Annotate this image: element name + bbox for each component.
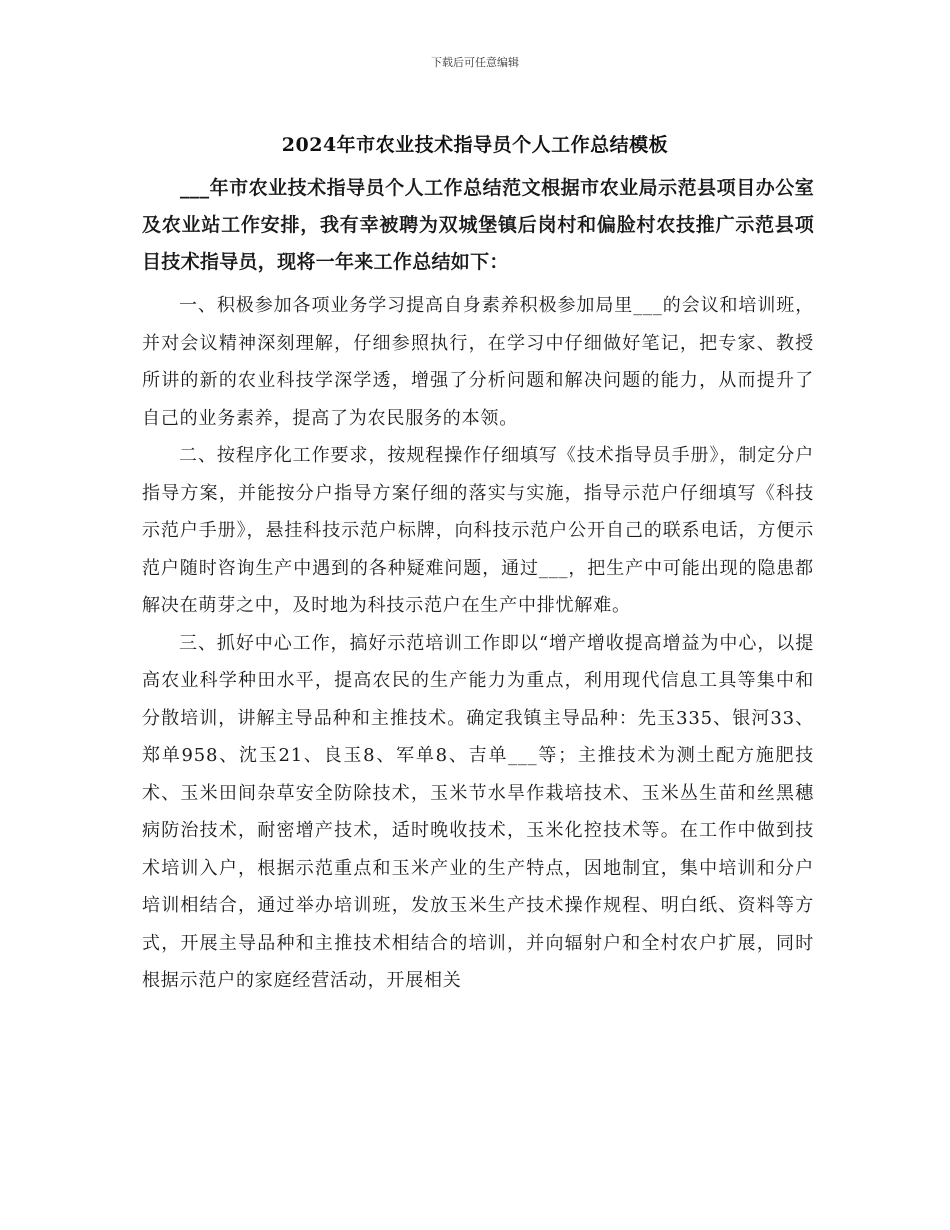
paragraph-2: 二、按程序化工作要求，按规程操作仔细填写《技术指导员手册》，制定分户指导方案，并能按分户指导方案仔细的落实与实施，指导示范户仔细填写《科技示范户手册》，悬挂科技示范户标牌，向科技示范户公开自己的联系电话，方便示范户随时咨询生产中遇到的各种疑难问题，通过___，把生产中可能出现的隐患都解决在萌芽之中，及时地为科技示范户在生产中排忧解难。 — [142, 445, 814, 616]
header-note: 下载后可任意编辑 — [431, 56, 519, 69]
paragraph-1: 一、积极参加各项业务学习提高自身素养积极参加局里___的会议和培训班，并对会议精神深刻理解，仔细参照执行，在学习中仔细做好笔记，把专家、教授所讲的新的农业科技学深学透，增强了分析问题和解决问题的能力，从而提升了自己的业务素养，提高了为农民服务的本领。 — [142, 295, 814, 429]
document-title: 2024年市农业技术指导员个人工作总结模板 — [281, 134, 669, 156]
paragraph-3: 三、抓好中心工作，搞好示范培训工作即以“增产增收提高增益为中心，以提高农业科学种田水平，提高农民的生产能力为重点，利用现代信息工具等集中和分散培训，讲解主导品种和主推技术。确定我镇主导品种：先玉335、银河33、郑单958、沈玉21、良玉8、军单8、吉单___等；主推技术为测土配方施肥技术、玉米田间杂草安全防除技术，玉米节水旱作栽培技术、玉米丛生苗和丝黑穗病防治技术，耐密增产技术，适时晚收技术，玉米化控技术等。在工作中做到技术培训入户，根据示范重点和玉米产业的生产特点，因地制宜，集中培训和分户培训相结合，通过举办培训班，发放玉米生产技术操作规程、明白纸、资料等方式，开展主导品种和主推技术相结合的培训，并向辐射户和全村农户扩展，同时根据示范户的家庭经营活动，开展相关 — [142, 632, 814, 991]
intro-paragraph: ___年市农业技术指导员个人工作总结范文根据市农业局示范县项目办公室及农业站工作安排，我有幸被聘为双城堡镇后岗村和偏脸村农技推广示范县项目技术指导员，现将一年来工作总结如下： — [142, 177, 814, 273]
document-body — [142, 170, 814, 1000]
